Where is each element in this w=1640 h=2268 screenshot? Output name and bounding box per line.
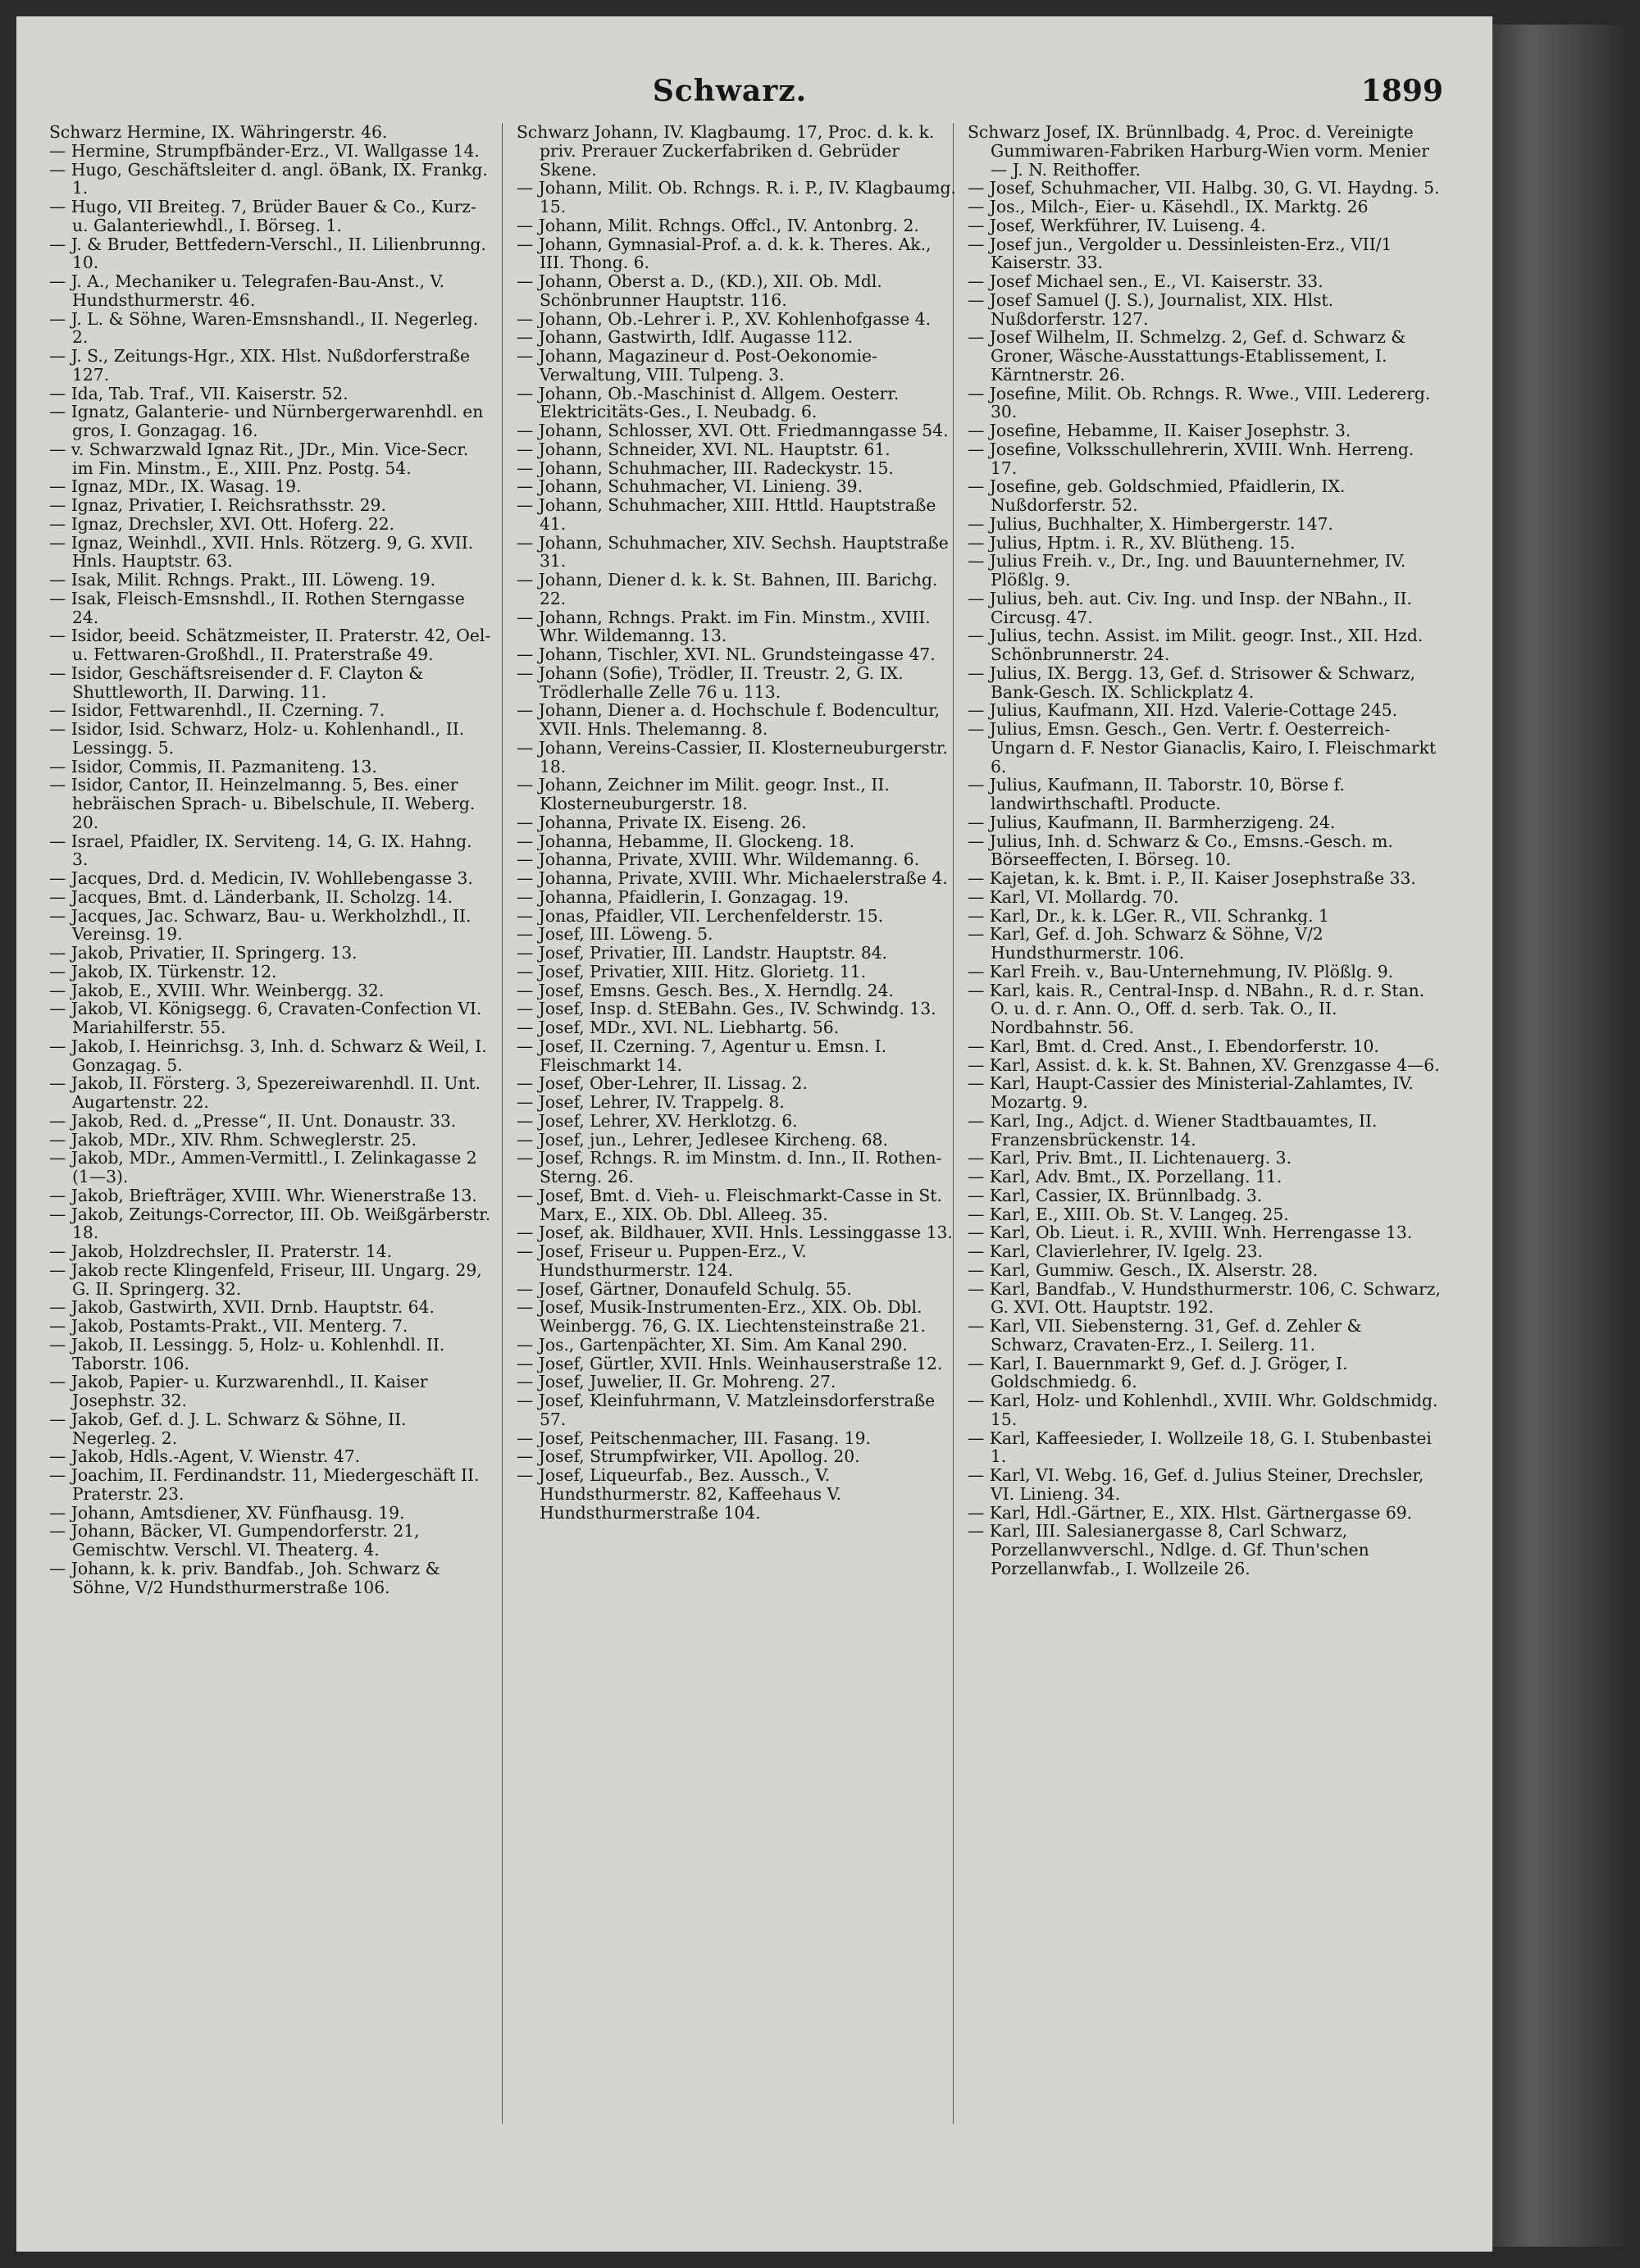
directory-entry: — Karl, Ing., Adjct. d. Wiener Stadtbauamtes, II. Franzensbrückenstr. 14. — [968, 1111, 1378, 1150]
directory-entry: — Jakob, Gef. d. J. L. Schwarz & Söhne, II. Negerleg. 2. — [49, 1410, 407, 1448]
directory-entry: — Josef, Gärtner, Donaufeld Schulg. 55. — [517, 1279, 852, 1299]
directory-entry: — Ignatz, Galanterie- und Nürnbergerwarenhdl. en gros, I. Gonzagag. 16. — [49, 403, 484, 440]
directory-entry: — Jakob, MDr., XIV. Rhm. Schweglerstr. 25. — [49, 1130, 417, 1150]
directory-entry: — Josef, ak. Bildhauer, XVII. Hnls. Lessinggasse 13. — [517, 1223, 953, 1242]
directory-entry: — Jos., Gartenpächter, XI. Sim. Am Kanal 290. — [517, 1335, 908, 1355]
directory-entry: — Julius, Hptm. i. R., XV. Blütheng. 15. — [968, 533, 1296, 553]
directory-entry: — Johann, Tischler, XVI. NL. Grundsteingasse 47. — [517, 645, 936, 664]
directory-entry: — Karl, Adv. Bmt., IX. Porzellang. 11. — [968, 1168, 1282, 1186]
column-2 — [517, 123, 959, 2124]
directory-entry: — J. L. & Söhne, Waren-Emsnshandl., II. Negerleg. 2. — [49, 309, 479, 347]
directory-entry: — Jacques, Jac. Schwarz, Bau- u. Werkholzhdl., II. Vereinsg. 19. — [49, 906, 472, 944]
directory-entry: — Karl, Bmt. d. Cred. Anst., I. Ebendorferstr. 10. — [968, 1036, 1379, 1056]
directory-entry: — Hugo, VII Breiteg. 7, Brüder Bauer & Co., Kurz- u. Galanteriewhdl., I. Börseg. 1. — [49, 198, 476, 235]
directory-entry: — Jakob, Red. d. „Presse“, II. Unt. Donaustr. 33. — [49, 1111, 457, 1131]
directory-entry: — Kajetan, k. k. Bmt. i. P., II. Kaiser Josephstraße 33. — [968, 869, 1416, 888]
directory-entry: — Jakob, IX. Türkenstr. 12. — [49, 962, 277, 981]
directory-entry: — Josef, jun., Lehrer, Jedlesee Kircheng. 68. — [517, 1130, 888, 1150]
directory-entry: — v. Schwarzwald Ignaz Rit., JDr., Min. Vice-Secr. im Fin. Minstm., E., XIII. Pnz. Postg. 54. — [49, 439, 469, 478]
directory-entry: — Jakob, VI. Königsegg. 6, Cravaten-Confection VI. Mariahilferstr. 55. — [49, 1000, 482, 1037]
page-number: 1899 — [1360, 74, 1443, 108]
directory-entry: — Johann, Rchngs. Prakt. im Fin. Minstm., XVIII. Whr. Wildemanng. 13. — [517, 608, 931, 645]
directory-entry: — Josef, II. Czerning. 7, Agentur u. Emsn. I. Fleischmarkt 14. — [517, 1036, 887, 1075]
directory-entry: — Isidor, beeid. Schätzmeister, II. Praterstr. 42, Oel- u. Fettwaren-Großhdl., II. Praterstraße 49. — [49, 626, 491, 664]
directory-entry: — Jakob, MDr., Ammen-Vermittl., I. Zelinkagasse 2 (1—3). — [49, 1149, 477, 1186]
directory-entry: — Johann, Schneider, XVI. NL. Hauptstr. 61. — [517, 439, 891, 459]
directory-entry: — Jakob, Papier- u. Kurzwarenhdl., II. Kaiser Josephstr. 32. — [49, 1373, 428, 1410]
directory-entry: — Karl, I. Bauernmarkt 9, Gef. d. J. Gröger, I. Goldschmiedg. 6. — [968, 1354, 1348, 1391]
directory-entry: — Johann, Diener a. d. Hochschule f. Bodencultur, XVII. Hnls. Thelemanng. 8. — [517, 701, 941, 739]
directory-entry: Schwarz Hermine, IX. Währingerstr. 46. — [49, 123, 388, 142]
directory-entry: — Johann, Milit. Ob. Rchngs. R. i. P., IV. Klagbaumg. 15. — [517, 179, 956, 216]
directory-entry: — Josef, Juwelier, II. Gr. Mohreng. 27. — [517, 1373, 836, 1391]
directory-entry: — Josef, Lehrer, IV. Trappelg. 8. — [517, 1093, 785, 1112]
directory-entry: — Josef, Emsns. Gesch. Bes., X. Herndlg. 24. — [517, 981, 894, 1000]
directory-entry: — Ignaz, Drechsler, XVI. Ott. Hoferg. 22. — [49, 514, 395, 534]
directory-entry: — Karl, Cassier, IX. Brünnlbadg. 3. — [968, 1186, 1263, 1205]
directory-entry: — Josef, Lehrer, XV. Herklotzg. 6. — [517, 1111, 798, 1131]
directory-entry: — Johann, Schuhmacher, XIII. Httld. Hauptstraße 41. — [517, 496, 936, 534]
directory-entry: — Josef, Friseur u. Puppen-Erz., V. Hundsthurmerstr. 124. — [517, 1242, 807, 1280]
directory-entry: — Johann, Milit. Rchngs. Offcl., IV. Antonbrg. 2. — [517, 216, 919, 235]
directory-entry: — Karl, kais. R., Central-Insp. d. NBahn., R. d. r. Stan. O. u. d. r. Ann. O., Off. d. serb. Tak. O., II. Nordbahnstr. 56. — [968, 981, 1425, 1037]
directory-entry: — Karl, Kaffeesieder, I. Wollzeile 18, G. I. Stubenbastei 1. — [968, 1428, 1432, 1466]
directory-entry: — Karl, Bandfab., V. Hundsthurmerstr. 106, C. Schwarz, G. XVI. Ott. Hauptstr. 192. — [968, 1279, 1441, 1317]
directory-entry: — Jakob, II. Försterg. 3, Spezereiwarenhdl. II. Unt. Augartenstr. 22. — [49, 1074, 481, 1112]
directory-entry: — Karl, Dr., k. k. LGer. R., VII. Schrankg. 1 — [968, 906, 1329, 926]
directory-entry: — Karl, Clavierlehrer, IV. Igelg. 23. — [968, 1242, 1264, 1261]
directory-entry: Schwarz Josef, IX. Brünnlbadg. 4, Proc. d. Vereinigte Gummiwaren-Fabriken Harburg-Wien vorm. Menier — J. N. Reithoffer. — [968, 123, 1429, 180]
directory-entry: — Jakob, I. Heinrichsg. 3, Inh. d. Schwarz & Weil, I. Gonzagag. 5. — [49, 1036, 487, 1075]
directory-entry: — Johann, Ob.-Lehrer i. P., XV. Kohlenhofgasse 4. — [517, 309, 932, 329]
directory-entry: — Josef, Peitschenmacher, III. Fasang. 19. — [517, 1428, 871, 1448]
directory-entry: — Josef, Kleinfuhrmann, V. Matzleinsdorferstraße 57. — [517, 1391, 936, 1429]
directory-entry: — J. & Bruder, Bettfedern-Verschl., II. Lilienbrunng. 10. — [49, 235, 486, 272]
directory-entry: — Jakob, Hdls.-Agent, V. Wienstr. 47. — [49, 1447, 361, 1466]
directory-entry: — Johann (Sofie), Trödler, II. Treustr. 2, G. IX. Trödlerhalle Zelle 76 u. 113. — [517, 663, 904, 702]
directory-entry: — Karl, E., XIII. Ob. St. V. Langeg. 25. — [968, 1205, 1289, 1224]
directory-entry: — Isidor, Commis, II. Pazmaniteng. 13. — [49, 757, 377, 776]
directory-entry: — Hermine, Strumpfbänder-Erz., VI. Wallgasse 14. — [49, 141, 480, 161]
directory-entry: — Johann, Schuhmacher, VI. Linieng. 39. — [517, 477, 863, 496]
directory-entry: — Johann, Magazineur d. Post-Oekonomie-Verwaltung, VIII. Tulpeng. 3. — [517, 347, 877, 385]
directory-entry: Schwarz Johann, IV. Klagbaumg. 17, Proc. d. k. k. priv. Prerauer Zuckerfabriken d. Gebrüder Skene. — [517, 123, 935, 180]
directory-entry: — Josef, Liqueurfab., Bez. Aussch., V. Hundsthurmerstr. 82, Kaffeehaus V. Hundsthurmerstraße 104. — [517, 1466, 841, 1523]
directory-entry: — Johann, Schlosser, XVI. Ott. Friedmanngasse 54. — [517, 421, 949, 440]
directory-entry: — Isidor, Geschäftsreisender d. F. Clayton & Shuttleworth, II. Darwing. 11. — [49, 663, 424, 702]
directory-entry: — Johanna, Hebamme, II. Glockeng. 18. — [517, 831, 855, 851]
directory-entry: — Josef, Schuhmacher, VII. Halbg. 30, G. VI. Haydng. 5. — [968, 179, 1440, 198]
directory-entry: — Julius, Emsn. Gesch., Gen. Vertr. f. Oesterreich-Ungarn d. F. Nestor Gianaclis, Kairo, I. Fleischmarkt 6. — [968, 720, 1437, 776]
directory-entry: — Johanna, Private, XVIII. Whr. Michaelerstraße 4. — [517, 869, 948, 888]
directory-entry: — Isak, Milit. Rchngs. Prakt., III. Löweng. 19. — [49, 571, 436, 590]
directory-entry: — Jakob, Zeitungs-Corrector, III. Ob. Weißgärberstr. 18. — [49, 1205, 491, 1242]
directory-entry: — Julius, Buchhalter, X. Himbergerstr. 147. — [968, 514, 1333, 534]
directory-entry: — Karl, Gummiw. Gesch., IX. Alserstr. 28. — [968, 1260, 1319, 1280]
directory-entry: — Johann, Amtsdiener, XV. Fünfhausg. 19. — [49, 1503, 405, 1523]
directory-entry: — Johanna, Private IX. Eiseng. 26. — [517, 813, 807, 832]
directory-entry: — Karl, VII. Siebensterng. 31, Gef. d. Zehler & Schwarz, Cravaten-Erz., I. Seilerg. 11. — [968, 1317, 1362, 1355]
directory-entry: — Josef, Werkführer, IV. Luiseng. 4. — [968, 216, 1266, 235]
directory-entry: — Johann, Gymnasial-Prof. a. d. k. k. Theres. Ak., III. Thong. 6. — [517, 235, 932, 272]
directory-entry: — Hugo, Geschäftsleiter d. angl. öBank, IX. Frankg. 1. — [49, 160, 488, 198]
directory-entry: — Ignaz, Privatier, I. Reichsrathsstr. 29. — [49, 496, 386, 515]
directory-entry: — Jakob, Gastwirth, XVII. Drnb. Hauptstr. 64. — [49, 1298, 435, 1317]
directory-entry: — J. S., Zeitungs-Hgr., XIX. Hlst. Nußdorferstraße 127. — [49, 347, 471, 385]
directory-page — [16, 16, 1492, 2252]
directory-entry: — Julius, Kaufmann, II. Taborstr. 10, Börse f. landwirthschaftl. Producte. — [968, 776, 1345, 813]
directory-entry: — Julius, Kaufmann, II. Barmherzigeng. 24. — [968, 813, 1336, 832]
directory-entry: — Ignaz, Weinhdl., XVII. Hnls. Rötzerg. 9, G. XVII. Hnls. Hauptstr. 63. — [49, 533, 474, 571]
directory-entry: — Josefine, geb. Goldschmied, Pfaidlerin, IX. Nußdorferstr. 52. — [968, 477, 1346, 515]
directory-entry: — Josef, Insp. d. StEBahn. Ges., IV. Schwindg. 13. — [517, 1000, 936, 1018]
directory-entry: — J. A., Mechaniker u. Telegrafen-Bau-Anst., V. Hundsthurmerstr. 46. — [49, 272, 445, 310]
directory-entry: — Julius, Kaufmann, XII. Hzd. Valerie-Cottage 245. — [968, 701, 1398, 720]
directory-entry: — Josef, Privatier, XIII. Hitz. Glorietg. 11. — [517, 962, 867, 981]
directory-entry: — Karl Freih. v., Bau-Unternehmung, IV. Plößlg. 9. — [968, 962, 1394, 981]
directory-entry: — Josefine, Milit. Ob. Rchngs. R. Wwe., VIII. Ledererg. 30. — [968, 384, 1431, 421]
directory-entry: — Karl, VI. Mollardg. 70. — [968, 887, 1179, 907]
directory-entry: — Johanna, Private, XVIII. Whr. Wildemanng. 6. — [517, 850, 920, 869]
directory-entry: — Jos., Milch-, Eier- u. Käsehdl., IX. Marktg. 26 — [968, 198, 1369, 216]
page-title: Schwarz. — [652, 74, 808, 108]
directory-entry: — Jakob, Briefträger, XVIII. Whr. Wienerstraße 13. — [49, 1186, 477, 1205]
directory-entry: — Johann, Vereins-Cassier, II. Klosterneuburgerstr. 18. — [517, 738, 948, 776]
directory-entry: — Ignaz, MDr., IX. Wasag. 19. — [49, 477, 302, 496]
directory-entry: — Johann, Diener d. k. k. St. Bahnen, III. Barichg. 22. — [517, 571, 938, 608]
directory-entry: — Johann, k. k. priv. Bandfab., Joh. Schwarz & Söhne, V/2 Hundsthurmerstraße 106. — [49, 1559, 440, 1597]
directory-entry: — Josef Samuel (J. S.), Journalist, XIX. Hlst. Nußdorferstr. 127. — [968, 290, 1334, 329]
directory-entry: — Karl, VI. Webg. 16, Gef. d. Julius Steiner, Drechsler, VI. Linieng. 34. — [968, 1466, 1424, 1504]
column-3 — [968, 123, 1443, 2124]
directory-entry: — Johann, Schuhmacher, III. Radeckystr. 15. — [517, 458, 894, 478]
directory-entry: — Karl, Assist. d. k. k. St. Bahnen, XV. Grenzgasse 4—6. — [968, 1055, 1440, 1075]
directory-entry: — Jakob, II. Lessingg. 5, Holz- u. Kohlenhdl. II. Taborstr. 106. — [49, 1335, 445, 1373]
directory-entry: — Josef Michael sen., E., VI. Kaiserstr. 33. — [968, 272, 1323, 291]
column-rule — [502, 123, 503, 2124]
directory-entry: — Julius Freih. v., Dr., Ing. und Bauunternehmer, IV. Plößlg. 9. — [968, 552, 1406, 590]
directory-entry: — Ida, Tab. Traf., VII. Kaiserstr. 52. — [49, 384, 348, 403]
directory-entry: — Karl, Hdl.-Gärtner, E., XIX. Hlst. Gärtnergasse 69. — [968, 1503, 1413, 1523]
directory-entry: — Julius, Inh. d. Schwarz & Co., Emsns.-Gesch. m. Börseeffecten, I. Börseg. 10. — [968, 831, 1393, 869]
directory-entry: — Johann, Oberst a. D., (KD.), XII. Ob. Mdl. Schönbrunner Hauptstr. 116. — [517, 272, 882, 310]
directory-entry: — Karl, Holz- und Kohlenhdl., XVIII. Whr. Goldschmidg. 15. — [968, 1391, 1438, 1429]
directory-entry: — Isidor, Fettwarenhdl., II. Czerning. 7. — [49, 701, 385, 720]
directory-entry: — Julius, beh. aut. Civ. Ing. und Insp. der NBahn., II. Circusg. 47. — [968, 589, 1413, 627]
directory-entry: — Jakob, E., XVIII. Whr. Weinbergg. 32. — [49, 981, 385, 1000]
directory-entry: — Karl, Priv. Bmt., II. Lichtenauerg. 3. — [968, 1149, 1292, 1168]
directory-entry: — Isidor, Cantor, II. Heinzelmanng. 5, Bes. einer hebräischen Sprach- u. Bibelschule, II. Weberg. 20. — [49, 776, 476, 832]
directory-entry: — Josef, Privatier, III. Landstr. Hauptstr. 84. — [517, 944, 888, 963]
column-1 — [49, 123, 492, 2124]
directory-entry: — Joachim, II. Ferdinandstr. 11, Miedergeschäft II. Praterstr. 23. — [49, 1466, 480, 1504]
directory-entry: — Karl, III. Salesianergasse 8, Carl Schwarz, Porzellanwverschl., Ndlge. d. Gf. Thun'schen Porzellanwfab., I. Wollzeile 26. — [968, 1522, 1369, 1578]
directory-entry: — Johann, Schuhmacher, XIV. Sechsh. Hauptstraße 31. — [517, 533, 949, 571]
directory-entry: — Karl, Gef. d. Joh. Schwarz & Söhne, V/2 Hundsthurmerstr. 106. — [968, 925, 1323, 963]
directory-entry: — Josef Wilhelm, II. Schmelzg. 2, Gef. d. Schwarz & Groner, Wäsche-Ausstattungs-Etablissement, I. Kärntnerstr. 26. — [968, 328, 1406, 385]
directory-entry: — Josef, Gürtler, XVII. Hnls. Weinhauserstraße 12. — [517, 1354, 943, 1373]
directory-entry: — Julius, IX. Bergg. 13, Gef. d. Strisower & Schwarz, Bank-Gesch. IX. Schlickplatz 4. — [968, 663, 1415, 702]
directory-entry: — Israel, Pfaidler, IX. Serviteng. 14, G. IX. Hahng. 3. — [49, 831, 472, 869]
directory-entry: — Jakob recte Klingenfeld, Friseur, III. Ungarg. 29, G. II. Springerg. 32. — [49, 1260, 482, 1299]
directory-entry: — Jacques, Bmt. d. Länderbank, II. Scholzg. 14. — [49, 887, 453, 907]
directory-entry: — Jakob, Holzdrechsler, II. Praterstr. 14. — [49, 1242, 393, 1261]
directory-entry: — Karl, Haupt-Cassier des Ministerial-Zahlamtes, IV. Mozartg. 9. — [968, 1074, 1414, 1112]
directory-entry: — Josef, Ober-Lehrer, II. Lissag. 2. — [517, 1074, 808, 1093]
directory-entry: — Josef, MDr., XVI. NL. Liebhartg. 56. — [517, 1018, 840, 1037]
directory-entry: — Johanna, Pfaidlerin, I. Gonzagag. 19. — [517, 887, 850, 907]
directory-entry: — Jakob, Postamts-Prakt., VII. Menterg. 7. — [49, 1317, 408, 1336]
directory-entry: — Jonas, Pfaidler, VII. Lerchenfelderstr. 15. — [517, 906, 884, 926]
directory-entry: — Jakob, Privatier, II. Springerg. 13. — [49, 944, 358, 963]
book-edge — [1492, 25, 1624, 2247]
directory-entry: — Josef jun., Vergolder u. Dessinleisten-Erz., VII/1 Kaiserstr. 33. — [968, 235, 1392, 272]
directory-entry: — Johann, Bäcker, VI. Gumpendorferstr. 21, Gemischtw. Verschl. VI. Theaterg. 4. — [49, 1522, 420, 1560]
directory-entry: — Isidor, Isid. Schwarz, Holz- u. Kohlenhandl., II. Lessingg. 5. — [49, 720, 465, 758]
directory-entry: — Josef, Bmt. d. Vieh- u. Fleischmarkt-Casse in St. Marx, E., XIX. Ob. Dbl. Alleeg. 35. — [517, 1186, 942, 1224]
directory-entry: — Johann, Ob.-Maschinist d. Allgem. Oesterr. Elektricitäts-Ges., I. Neubadg. 6. — [517, 384, 900, 421]
directory-entry: — Jacques, Drd. d. Medicin, IV. Wohllebengasse 3. — [49, 869, 473, 888]
directory-entry: — Julius, techn. Assist. im Milit. geogr. Inst., XII. Hzd. Schönbrunnerstr. 24. — [968, 626, 1424, 664]
directory-entry: — Josef, Musik-Instrumenten-Erz., XIX. Ob. Dbl. Weinbergg. 76, G. IX. Liechtensteinstraße 21. — [517, 1298, 926, 1336]
directory-entry: — Johann, Gastwirth, Idlf. Augasse 112. — [517, 328, 854, 347]
directory-entry: — Josef, Rchngs. R. im Minstm. d. Inn., II. Rothen-Sterng. 26. — [517, 1149, 942, 1186]
directory-entry: — Isak, Fleisch-Emsnshdl., II. Rothen Sterngasse 24. — [49, 589, 465, 627]
directory-entry: — Josefine, Hebamme, II. Kaiser Josephstr. 3. — [968, 421, 1351, 440]
directory-entry: — Karl, Ob. Lieut. i. R., XVIII. Wnh. Herrengasse 13. — [968, 1223, 1413, 1242]
directory-entry: — Johann, Zeichner im Milit. geogr. Inst., II. Klosterneuburgerstr. 18. — [517, 776, 890, 813]
directory-entry: — Josef, III. Löweng. 5. — [517, 925, 713, 944]
directory-entry: — Josef, Strumpfwirker, VII. Apollog. 20. — [517, 1447, 860, 1466]
directory-entry: — Josefine, Volksschullehrerin, XVIII. Wnh. Herreng. 17. — [968, 439, 1414, 478]
